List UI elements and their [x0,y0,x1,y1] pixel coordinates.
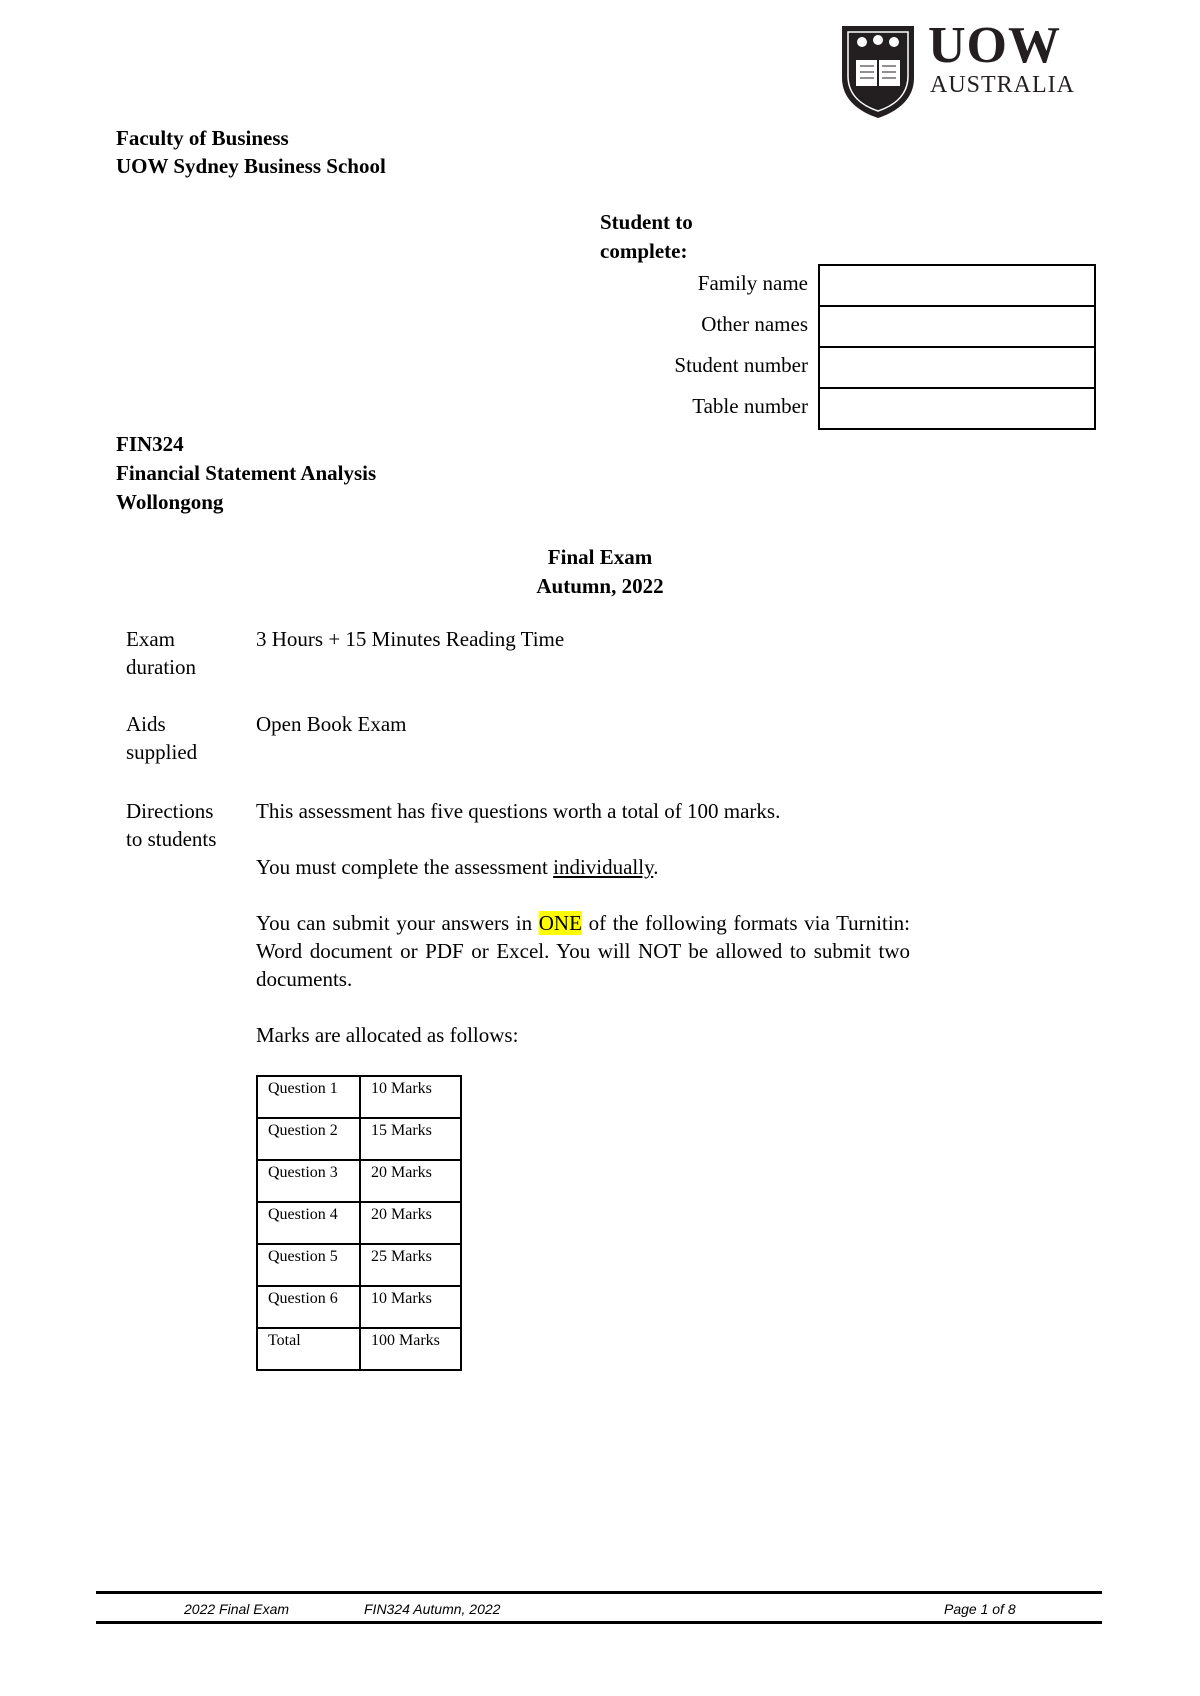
marks-cell: 10 Marks [360,1076,461,1118]
directions-label-line1: Directions [126,799,214,823]
subject-name: Financial Statement Analysis [116,461,377,485]
directions-label-line2: to students [126,827,217,851]
directions-p1: This assessment has five questions worth a total of 100 marks. [256,799,781,823]
table-number-row [600,387,1096,428]
uow-crest-icon [838,20,918,120]
duration-label [126,625,246,681]
one-highlight: ONE [538,911,582,935]
logo-subtitle: AUSTRALIA [930,72,1075,98]
duration-value: 3 Hours + 15 Minutes Reading Time [256,627,565,651]
table-row [257,1118,461,1160]
aids-value: Open Book Exam [256,712,407,736]
table-row [257,1160,461,1202]
subject-campus: Wollongong [116,490,224,514]
student-number-field[interactable] [818,346,1096,387]
question-cell: Question 5 [257,1244,360,1286]
question-cell: Question 1 [257,1076,360,1118]
faculty-heading: Faculty of Business [116,126,289,150]
total-marks-cell: 100 Marks [360,1328,461,1370]
subject-code: FIN324 [116,432,184,456]
footer-bottom-rule [96,1621,1102,1624]
student-heading-line1: Student to [600,210,693,234]
table-number-field[interactable] [818,387,1096,430]
aids-label-line1: Aids [126,712,166,736]
directions-label [126,797,246,853]
marks-cell: 20 Marks [360,1160,461,1202]
family-name-label: Family name [697,271,808,295]
directions-p3 [256,909,910,993]
aids-label-line2: supplied [126,740,198,764]
individually-emphasis: individually [553,855,654,879]
other-names-row [600,305,1096,346]
other-names-field[interactable] [818,305,1096,346]
footer-left: 2022 Final Exam [184,1601,290,1617]
marks-cell: 10 Marks [360,1286,461,1328]
table-number-label: Table number [692,394,808,418]
other-names-label: Other names [701,312,808,336]
student-number-label: Student number [674,353,808,377]
question-cell: Question 4 [257,1202,360,1244]
logo-wordmark: UOW [928,17,1061,74]
family-name-field[interactable] [818,264,1096,305]
exam-title: Final Exam [547,545,653,569]
directions-text [256,797,910,1077]
footer-center: FIN324 Autumn, 2022 [364,1601,501,1617]
directions-p3-text: You can submit your answers in [256,911,539,935]
student-to-complete-heading [600,208,740,266]
duration-label-line1: Exam [126,627,175,651]
marks-table [256,1075,462,1371]
footer-top-rule [96,1591,1102,1594]
marks-cell: 15 Marks [360,1118,461,1160]
uow-logo [838,17,1078,120]
student-fields [600,264,1096,428]
marks-cell: 20 Marks [360,1202,461,1244]
question-cell: Question 3 [257,1160,360,1202]
total-label-cell: Total [257,1328,360,1370]
directions-p2-text: You must complete the assessment [256,855,554,879]
table-row [257,1286,461,1328]
table-row [257,1244,461,1286]
directions-p2 [256,853,910,881]
table-row [257,1202,461,1244]
footer-page-number: Page 1 of 8 [944,1601,1016,1617]
directions-p3-end: of the following formats via Turnitin: Word document or PDF or Excel. You will NOT be allowed to submit two documents. [256,911,910,991]
table-row [257,1076,461,1118]
aids-label [126,710,246,766]
directions-p2-end: . [653,855,659,879]
duration-label-line2: duration [126,655,196,679]
marks-cell: 25 Marks [360,1244,461,1286]
family-name-row [600,264,1096,305]
directions-p4: Marks are allocated as follows: [256,1023,519,1047]
exam-title-block [0,543,1200,601]
table-row-total [257,1328,461,1370]
exam-session: Autumn, 2022 [536,574,664,598]
question-cell: Question 6 [257,1286,360,1328]
school-heading: UOW Sydney Business School [116,154,386,178]
student-number-row [600,346,1096,387]
student-heading-line2: complete: [600,239,688,263]
question-cell: Question 2 [257,1118,360,1160]
